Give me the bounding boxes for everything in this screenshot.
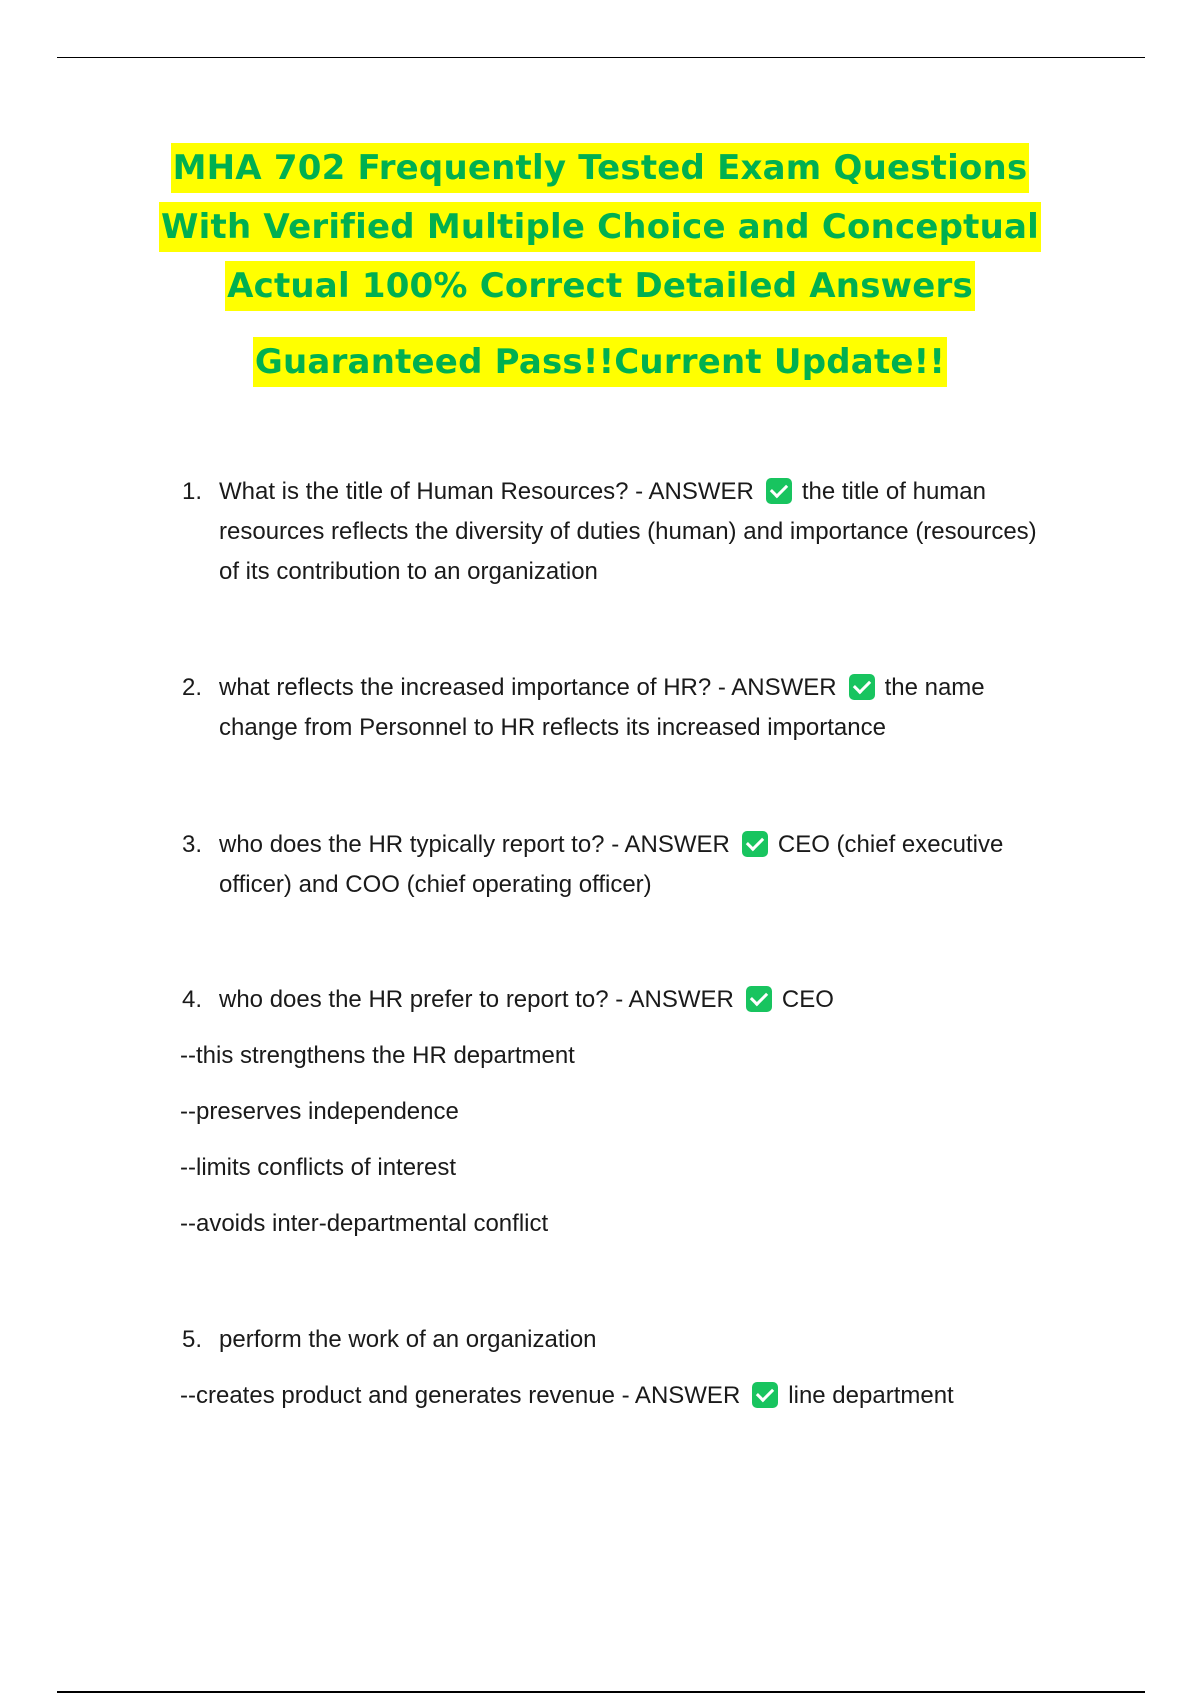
check-mark-icon [752, 1382, 778, 1408]
document-title [100, 143, 1100, 387]
answer-text: the title of human resources reflects the diversity of duties (human) and importance (resources) of its contribution to an organization [219, 478, 1037, 585]
question-number: 1. [182, 478, 203, 505]
answer-text: CEO (chief executive officer) and COO (chief operating officer) [219, 831, 1004, 898]
question-number: 4. [182, 986, 203, 1013]
check-mark-icon [742, 831, 768, 857]
answer-text: the name change from Personnel to HR reflects its increased importance [219, 674, 985, 741]
answer-text: line department [788, 1382, 954, 1409]
question-text: who does the HR typically report to? - ANSWER [219, 831, 730, 858]
title-subtitle: Guaranteed Pass!!Current Update!! [253, 337, 947, 387]
check-mark-icon [849, 674, 875, 700]
title-line-2: With Verified Multiple Choice and Conceptual [159, 202, 1041, 252]
footer-rule [57, 1691, 1145, 1693]
title-line-3: Actual 100% Correct Detailed Answers [225, 261, 975, 311]
question-text: What is the title of Human Resources? - ANSWER [219, 478, 754, 505]
question-4 [182, 980, 1062, 1244]
answer-text: CEO [781, 986, 834, 1013]
check-mark-icon [766, 478, 792, 504]
question-number: 3. [182, 831, 203, 858]
question-1 [182, 472, 1062, 592]
question-text: perform the work of an organization [219, 1326, 597, 1353]
question-text: who does the HR prefer to report to? - ANSWER [219, 986, 734, 1013]
question-number: 5. [182, 1326, 203, 1353]
detail-line-3: --limits conflicts of interest [180, 1154, 457, 1181]
detail-line-1: --this strengthens the HR department [180, 1042, 575, 1069]
title-line-1: MHA 702 Frequently Tested Exam Questions [171, 143, 1030, 193]
question-text: what reflects the increased importance of HR? - ANSWER [219, 674, 837, 701]
detail-line-2: --preserves independence [180, 1098, 459, 1125]
question-5 [182, 1320, 1062, 1416]
followup-line [180, 1376, 1062, 1416]
header-rule [57, 57, 1145, 58]
followup-text: --creates product and generates revenue - ANSWER [180, 1382, 741, 1409]
detail-line-4: --avoids inter-departmental conflict [180, 1210, 549, 1237]
check-mark-icon [746, 986, 772, 1012]
question-number: 2. [182, 674, 203, 701]
question-3 [182, 825, 1062, 905]
question-2 [182, 668, 1062, 748]
